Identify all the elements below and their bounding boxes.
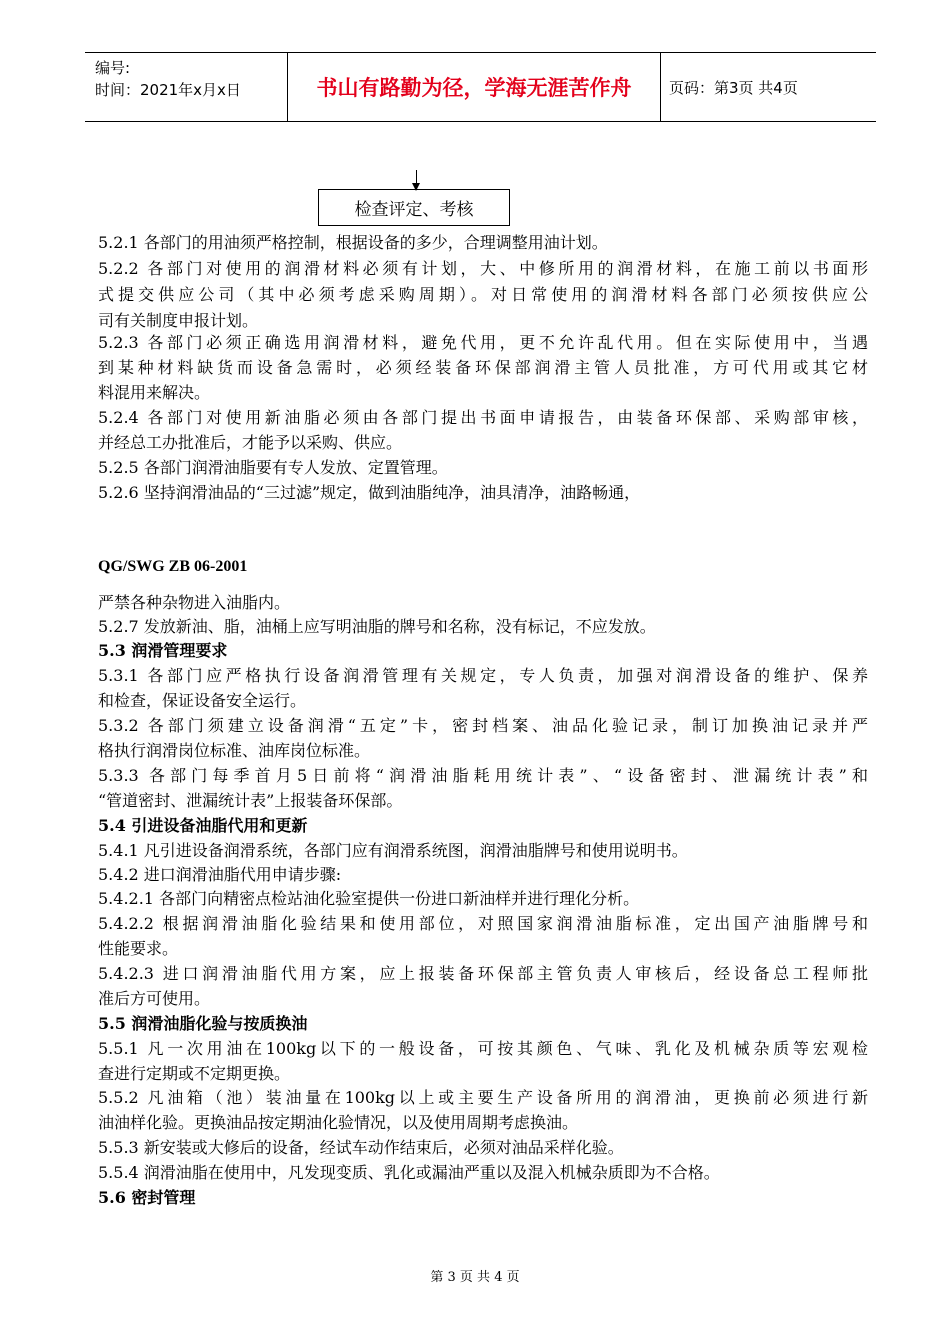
text-line: 料混用来解决。 (98, 383, 211, 402)
text-line: 5.5.1 凡一次用油在100kg以下的一般设备，可按其颜色、气味、乳化及机械杂质等宏观检 (98, 1039, 868, 1058)
text-line: 5.4.2.2 根据润滑油脂化验结果和使用部位，对照国家润滑油脂标准，定出国产油脂牌号和 (98, 914, 868, 933)
doc-number-label: 编号: (95, 59, 131, 77)
text-line: 5.2.5 各部门润滑油脂要有专人发放、定置管理。 (98, 458, 448, 477)
text-line: 格执行润滑岗位标准、油库岗位标准。 (98, 741, 371, 760)
text-line: 并经总工办批准后，才能予以采购、供应。 (98, 433, 403, 452)
text-line: 5.5.2 凡油箱（池）装油量在100kg以上或主要生产设备所用的润滑油，更换前必须进行新 (98, 1088, 868, 1107)
doc-time-label: 时间：2021年x月x日 (95, 81, 241, 99)
section-heading: 5.5 润滑油脂化验与按质换油 (98, 1014, 308, 1033)
text-line: 5.3.1 各部门应严格执行设备润滑管理有关规定，专人负责，加强对润滑设备的维护、保养 (98, 666, 868, 685)
text-line: 油油样化验。更换油品按定期油化验情况，以及使用周期考虑换油。 (98, 1113, 579, 1132)
page-footer: 第 3 页 共 4 页 (430, 1270, 520, 1285)
text-line: 5.2.4 各部门对使用新油脂必须由各部门提出书面申请报告，由装备环保部、采购部审核， (98, 408, 868, 427)
section-heading: 5.6 密封管理 (98, 1188, 196, 1207)
flow-box-review: 检查评定、考核 (318, 189, 510, 226)
text-line: 5.2.2 各部门对使用的润滑材料必须有计划，大、中修所用的润滑材料，在施工前以书面形 (98, 259, 868, 278)
text-line: 5.4.1 凡引进设备润滑系统，各部门应有润滑系统图，润滑油脂牌号和使用说明书。 (98, 841, 688, 860)
text-line: 5.2.1 各部门的用油须严格控制，根据设备的多少，合理调整用油计划。 (98, 233, 608, 252)
doc-code: QG/SWG ZB 06-2001 (98, 558, 248, 575)
text-line: 5.5.4 润滑油脂在使用中，凡发现变质、乳化或漏油严重以及混入机械杂质即为不合格。 (98, 1163, 720, 1182)
text-line: 性能要求。 (98, 939, 179, 958)
text-line: 5.2.6 坚持润滑油品的“三过滤”规定，做到油脂纯净，油具清净，油路畅通， (98, 483, 641, 502)
text-line: 式提交供应公司（其中必须考虑采购周期）。对日常使用的润滑材料各部门必须按供应公 (98, 285, 868, 304)
text-line: 5.4.2.3 进口润滑油脂代用方案，应上报装备环保部主管负责人审核后，经设备总工程师批 (98, 964, 868, 983)
text-line: 5.5.3 新安装或大修后的设备，经试车动作结束后，必须对油品采样化验。 (98, 1138, 624, 1157)
text-line: “管道密封、泄漏统计表”上报装备环保部。 (98, 791, 403, 810)
section-heading: 5.3 润滑管理要求 (98, 641, 228, 660)
header-info (85, 53, 287, 121)
text-line: 5.2.3 各部门必须正确选用润滑材料，避免代用，更不允许乱代用。但在实际使用中，当遇 (98, 333, 868, 352)
text-line: 到某种材料缺货而设备急需时，必须经装备环保部润滑主管人员批准，方可代用或其它材 (98, 358, 868, 377)
text-line: 查进行定期或不定期更换。 (98, 1064, 291, 1083)
text-line: 司有关制度申报计划。 (98, 311, 259, 330)
text-line: 5.4.2.1 各部门向精密点检站油化验室提供一份进口新油样并进行理化分析。 (98, 889, 640, 908)
flow-arrow-line (416, 170, 417, 184)
text-line: 5.2.7 发放新油、脂，油桶上应写明油脂的牌号和名称，没有标记，不应发放。 (98, 617, 656, 636)
text-line: 准后方可使用。 (98, 989, 211, 1008)
text-line: 和检查，保证设备安全运行。 (98, 691, 307, 710)
page-header (85, 52, 876, 122)
header-motto: 书山有路勤为径，学海无涯苦作舟 (287, 53, 661, 121)
section-heading: 5.4 引进设备油脂代用和更新 (98, 816, 308, 835)
text-line: 5.4.2 进口润滑油脂代用申请步骤: (98, 865, 342, 884)
text-line: 5.3.3 各部门每季首月5日前将“润滑油脂耗用统计表”、“设备密封、泄漏统计表”和 (98, 766, 868, 785)
text-line: 5.3.2 各部门须建立设备润滑“五定”卡，密封档案、油品化验记录，制订加换油记录并严 (98, 716, 868, 735)
header-page-label: 页码：第3页 共4页 (669, 78, 798, 97)
text-line: 严禁各种杂物进入油脂内。 (98, 593, 291, 612)
